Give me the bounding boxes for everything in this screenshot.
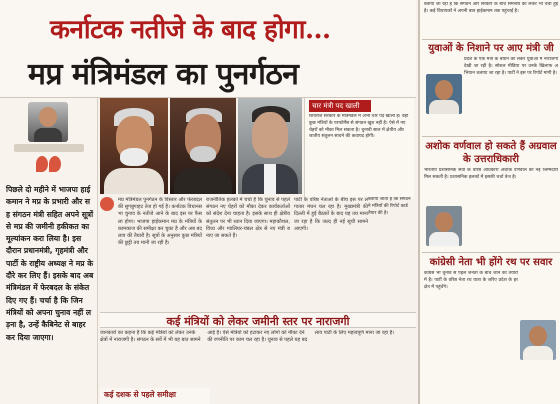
right-column: [418, 0, 560, 404]
story-2-text: प्रदेश के एक मंत्री के बयान को लेकर युवाओं में नाराजगी देखी जा रही है। सोशल मीडिया पर उनके खिलाफ अभियान चलाया जा रहा है। पार्टी ने इस पर रिपोर्ट मांगी है।: [464, 57, 558, 76]
body-column-c: पार्टी के वरिष्ठ नेताओं के बीच इस पर लगातार मंथन चल रहा है। मुख्यमंत्री की दिल्ली में हुई बैठकों के बाद यह तय माना जा रहा है कि जल्द ही नई सूची सामने आएगी।: [294, 197, 368, 232]
headline-line-1: कर्नाटक नतीजे के बाद होगा...: [50, 15, 331, 45]
story-2-photo: [426, 74, 462, 114]
story-3-text: भारतीय प्रशासनिक सेवा के वरिष्ठ अधिकारी अशोक वर्णवाल को नई जिम्मेदारी मिल सकती है। प्रशासनिक हलकों में इसकी चर्चा तेज है।: [424, 168, 558, 180]
story-3-headline: अशोक वर्णवाल हो सकते हैं अग्रवाल के उत्तराधिकारी: [425, 141, 557, 165]
sidebar-title: चार मंत्री पद खाली: [309, 100, 371, 112]
body-column-d: बताया जाता है कि संगठन ने मंत्रियों की रिपोर्ट कार्ड तैयार की है।: [368, 197, 411, 216]
photo-leader-3: [238, 98, 302, 194]
story-1: [420, 2, 560, 38]
divider: [422, 136, 560, 137]
author-caption: [14, 144, 84, 152]
subhead-bar: [100, 312, 416, 328]
author-photo: [28, 102, 68, 142]
quote-mark-icon: [36, 156, 62, 176]
story-4-text: कांग्रेस भी चुनाव से पहले जनता के बीच जाने की तैयारी में है। पार्टी के वरिष्ठ नेता रथ यात्रा के जरिए प्रदेश के हर क्षेत्र में पहुंचेंगे।: [424, 271, 518, 290]
sidebar-text: शिवराज सरकार के मंत्रिमंडल में अभी चार पद खाली हैं। वहीं कुछ मंत्रियों के परफॉर्मेंस से संगठन खुश नहीं है। ऐसे में नए चेहरों को मौका मिल सकता है। चुनावी साल में क्षेत्रीय और जातीय संतुलन साधने की कवायद होगी।: [309, 114, 409, 140]
commentary-column: [0, 98, 98, 404]
body-column-a: मप्र मंत्रिमंडल पुनर्गठन के विस्तार और फेरबदल की सुगबुगाहट तेज हो गई है। कर्नाटक विधानसभा चुनाव के नतीजे आने के बाद इस पर फैसला होगा। भाजपा हाईकमान मप्र के मंत्रियों के कामकाज की समीक्षा कर चुका है और अब बदलाव की तैयारी है। सूत्रों के अनुसार कुछ मंत्रियों की छुट्टी तय मानी जा रही है।: [118, 197, 202, 247]
lower-body-text: जानकारों का कहना है कि कई मंत्रियों को लेकर उनके क्षेत्रों में नाराजगी है। संगठन के सर्वे में भी यह बात सामने आई है। ऐसे मंत्रियों को हटाकर नए लोगों को मौका देने की रणनीति पर काम चल रहा है। चुनाव से पहले यह बदलाव पार्टी के लिए महत्वपूर्ण माना जा रहा है।: [100, 330, 395, 343]
divider: [422, 252, 560, 253]
headline-line-2: मप्र मंत्रिमंडल का पुनर्गठन: [28, 57, 299, 92]
body-column-b: राजनीतिक हलकों में चर्चा है कि चुनाव से पहले संगठन नए चेहरों को मौका देकर कार्यकर्ताओं को संदेश देना चाहता है। इसके साथ ही क्षेत्रीय संतुलन पर भी ध्यान दिया जाएगा। महाकौशल, विंध्य और ग्वालियर-चंबल क्षेत्र से नए मंत्री बनाए जा सकते हैं।: [206, 197, 290, 240]
subhead-text: कई मंत्रियों को लेकर जमीनी स्तर पर नाराजगी: [166, 315, 350, 328]
dropcap-icon: [100, 197, 116, 213]
headline-band: [0, 0, 416, 98]
photo-leader-2: [170, 98, 236, 194]
story-3-photo: [426, 206, 462, 246]
footer-subhead: कई दशक से पहले समीक्षा: [100, 388, 210, 404]
photo-leader-1: [100, 98, 168, 194]
divider: [422, 39, 560, 40]
story-2-headline: युवाओं के निशाने पर आए मंत्री जी: [428, 43, 554, 54]
story-4-headline: कांग्रेसी नेता भी होंगे रथ पर सवार: [429, 257, 553, 268]
commentary-text: पिछले दो महीने में भाजपा हाईकमान ने मप्र के प्रभारी और सह संगठन मंत्री सहित अपने सूत्रों से मप्र की जमीनी हकीकत का मूल्यांकन करा लिया है। इस दौरान प्रधानमंत्री, गृहमंत्री और पार्टी के राष्ट्रीय अध्यक्ष ने मप्र के दौरे कर लिए हैं। इसके बाद अब मंत्रिमंडल में फेरबदल के संकेत दिए गए हैं। चर्चा है कि जिन मंत्रियों को अपना चुनाव नहीं लड़ना है, उन्हें कैबिनेट से बाहर कर दिया जाएगा।: [6, 185, 94, 342]
story-4-photo: [520, 320, 556, 360]
sidebar-box: [304, 98, 414, 198]
story-1-text: बताया जा रहा है कि संगठन और सरकार के बीच समन्वय को लेकर भी चर्चा हुई है। कई विधायकों ने अपनी बात हाईकमान तक पहुंचाई है।: [424, 2, 558, 14]
